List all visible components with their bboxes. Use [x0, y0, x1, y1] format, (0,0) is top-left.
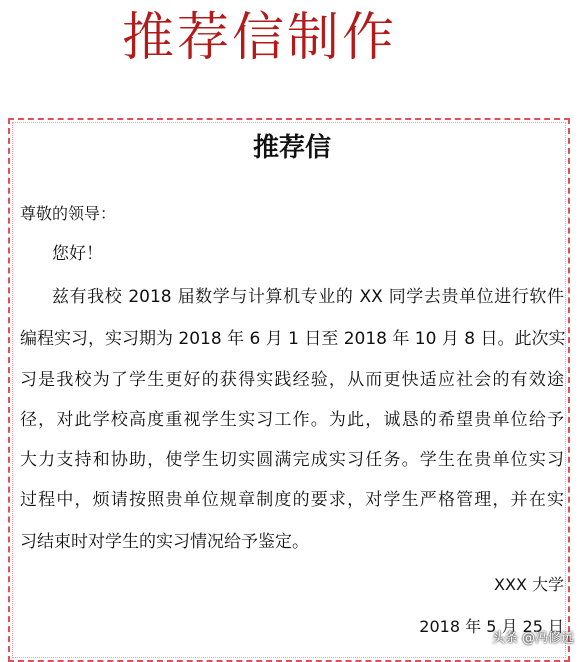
letter-body-line: 编程实习，实习期为 2018 年 6 月 1 日至 2018 年 10 月 8 日。此次实: [20, 329, 566, 349]
letter-body-line: 过程中，烦请按照贵单位规章制度的要求，对学生严格管理，并在实: [20, 490, 564, 510]
letter-body-line: 大力支持和协助，使学生切实圆满完成实习任务。学生在贵单位实习: [20, 450, 564, 470]
letter-title: 推荐信: [252, 133, 331, 163]
letter-body-line: 兹有我校 2018 届数学与计算机专业的 XX 同学去贵单位进行软件: [52, 287, 564, 307]
letter-signer: XXX 大学: [494, 575, 564, 594]
letter-body-line: 习是我校为了学生更好的获得实践经验，从而更快适应社会的有效途: [20, 370, 564, 390]
letter-greeting: 您好！: [52, 244, 103, 264]
letter-salutation: 尊敬的领导：: [20, 204, 117, 223]
letter-body-line: 径，对此学校高度重视学生实习工作。为此，诚恳的希望贵单位给予: [20, 410, 564, 430]
page-heading: 推荐信制作: [122, 8, 398, 68]
letter-date: 2018 年 5 月 25 日: [419, 617, 564, 636]
letter-body-line: 习结束时对学生的实习情况给予鉴定。: [20, 532, 309, 552]
watermark: 头条 @冯修远: [491, 631, 574, 646]
